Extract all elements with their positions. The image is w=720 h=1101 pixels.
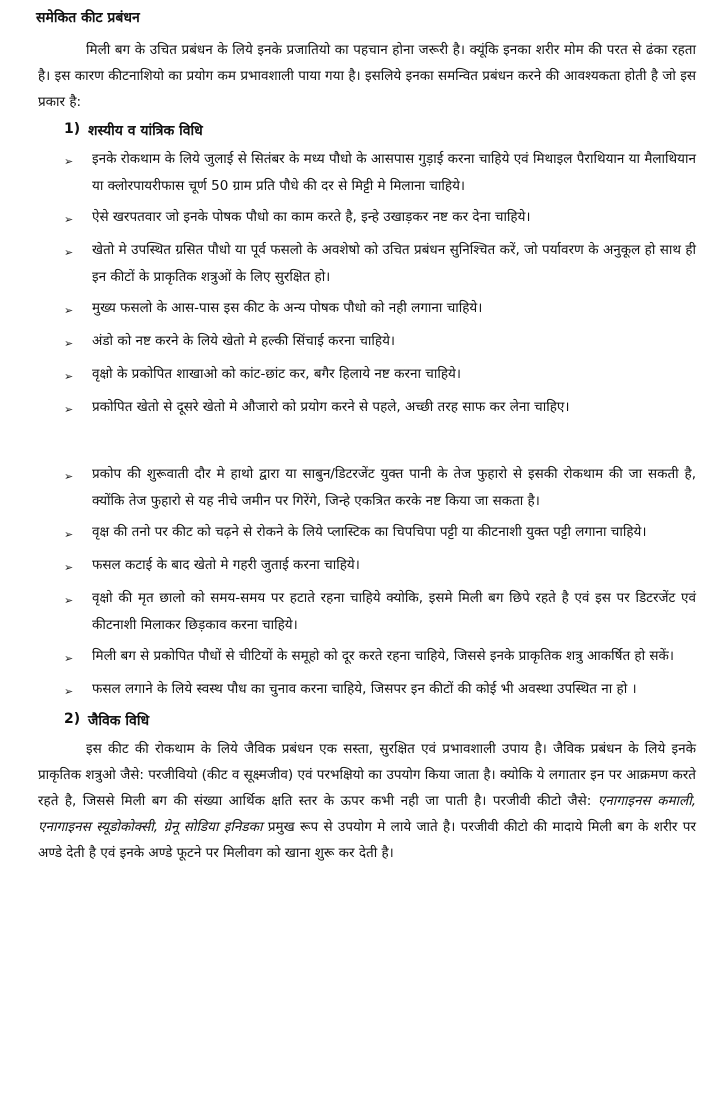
- arrow-bullet-icon: ➢: [64, 528, 74, 541]
- bullet-list-b: [38, 461, 696, 705]
- section-1-number: 1): [64, 121, 81, 137]
- arrow-bullet-icon: ➢: [64, 370, 74, 383]
- list-item: [64, 394, 696, 423]
- list-item: [64, 519, 696, 548]
- arrow-bullet-icon: ➢: [64, 652, 74, 665]
- biological-paragraph: [38, 736, 696, 866]
- arrow-bullet-icon: ➢: [64, 470, 74, 483]
- arrow-bullet-icon: ➢: [64, 561, 74, 574]
- species-names: एनागाइनस कमाली, एनागाइनस स्यूडोकोक्सी, ग्रेनू सोडिया इनिडका: [38, 793, 696, 835]
- list-item-text: वृक्षो की मृत छालो को समय-समय पर हटाते रहना चाहिये क्योकि, इसमे मिली बग छिपे रहते है एवं इस पर डिटरजेंट एवं कीटनाशी मिलाकर छिड़काव करना चाहिये।: [92, 590, 696, 633]
- list-item-text: इनके रोकथाम के लिये जुलाई से सितंबर के मध्य पौधो के आसपास गुड़ाई करना चाहिये एवं मिथाइल पैराथियान या मैलाथियान या क्लोरपायरीफास चूर्ण 50 ग्राम प्रति पौधे की दर से मिट्टी मे मिलाना चाहिये।: [92, 151, 696, 194]
- list-item-text: प्रकोपित खेतो से दूसरे खेतो मे औजारो को प्रयोग करने से पहले, अच्छी तरह साफ कर लेना चाहिए।: [92, 399, 570, 415]
- section-2-number: 2): [64, 711, 81, 727]
- list-item: [64, 237, 696, 291]
- list-item-text: फसल लगाने के लिये स्वस्थ पौध का चुनाव करना चाहिये, जिसपर इन कीटों की कोई भी अवस्था उपस्थित ना हो ।: [92, 681, 637, 697]
- list-item-text: मिली बग से प्रकोपित पौधों से चीटियों के समूहो को दूर करते रहना चाहिये, जिससे इनके प्राकृतिक शत्रु आकर्षित हो सकें।: [92, 648, 675, 664]
- list-item-text: प्रकोप की शुरूवाती दौर मे हाथो द्वारा या साबुन/डिटरजेंट युक्त पानी के तेज फुहारो से इसकी रोकथाम की जा सकती है, क्योंकि तेज फुहारो से यह नीचे जमीन पर गिरेंगे, जिन्हे एकत्रित करके नष्ट किया जा सकता है।: [92, 466, 696, 509]
- section-2-heading: [64, 711, 696, 730]
- arrow-bullet-icon: ➢: [64, 594, 74, 607]
- list-item-text: वृक्षो के प्रकोपित शाखाओ को कांट-छांट कर, बगैर हिलाये नष्ट करना चाहिये।: [92, 366, 461, 382]
- list-item: [64, 295, 696, 324]
- arrow-bullet-icon: ➢: [64, 337, 74, 350]
- blank-gap: [38, 427, 696, 461]
- paragraph-text-start: इस कीट की रोकथाम के लिये जैविक प्रबंधन एक सस्ता, सुरक्षित एवं प्रभावशाली उपाय है। जैविक प्रबंधन के लिये इनके प्राकृतिक शत्रुओ जैसे: परजीवियो (कीट व सूक्ष्मजीव) एवं परभक्षियो का उपयोग किया जाता है। क्योकि ये लगातार इन पर आक्रमण करते रहते है, जिससे मिली बग की संख्या आर्थिक क्षति स्तर के ऊपर कभी नही जा पाती है। परजीवी कीटो जैसे:: [38, 741, 696, 809]
- arrow-bullet-icon: ➢: [64, 304, 74, 317]
- list-item-text: मुख्य फसलो के आस-पास इस कीट के अन्य पोषक पौधो को नही लगाना चाहिये।: [92, 300, 483, 316]
- list-item-text: अंडो को नष्ट करने के लिये खेतो मे हल्की सिंचाई करना चाहिये।: [92, 333, 396, 349]
- intro-paragraph: मिली बग के उचित प्रबंधन के लिये इनके प्रजातियो का पहचान होना जरूरी है। क्यूंकि इनका शरीर मोम की परत से ढंका रहता है। इस कारण कीटनाशियो का प्रयोग कम प्रभावशाली पाया गया है। इसलिये इनका समन्वित प्रबंधन करने की आवश्यकता होती है जो इस प्रकार है:: [38, 42, 696, 110]
- list-item: [64, 643, 696, 672]
- bullet-list-a: [38, 146, 696, 423]
- list-item: [64, 676, 696, 705]
- list-item: [64, 585, 696, 639]
- list-item-text: ऐसे खरपतवार जो इनके पोषक पौधो का काम करते है, इन्हे उखाड़कर नष्ट कर देना चाहिये।: [92, 209, 531, 225]
- section-1-heading: [64, 121, 696, 140]
- arrow-bullet-icon: ➢: [64, 403, 74, 416]
- arrow-bullet-icon: ➢: [64, 246, 74, 259]
- list-item: [64, 361, 696, 390]
- arrow-bullet-icon: ➢: [64, 685, 74, 698]
- section-2-title: जैविक विधि: [88, 713, 150, 729]
- arrow-bullet-icon: ➢: [64, 155, 74, 168]
- section-1-title: शस्यीय व यांत्रिक विधि: [88, 123, 203, 139]
- list-item: [64, 461, 696, 515]
- list-item: [64, 328, 696, 357]
- paragraph-text-end: प्रमुख रूप से उपयोग मे लाये जाते है। परजीवी कीटो की मादाये मिली बग के शरीर पर अण्डे देती है एवं इनके अण्डे फूटने पर मिलीवग को खाना शुरू कर देती है।: [38, 819, 696, 861]
- list-item-text: वृक्ष की तनो पर कीट को चढ़ने से रोकने के लिये प्लास्टिक का चिपचिपा पट्टी या कीटनाशी युक्त पट्टी लगाना चाहिये।: [92, 524, 647, 540]
- list-item-text: फसल कटाई के बाद खेतो मे गहरी जुताई करना चाहिये।: [92, 557, 360, 573]
- page-title: समेकित कीट प्रबंधन: [36, 10, 140, 26]
- list-item: [64, 552, 696, 581]
- arrow-bullet-icon: ➢: [64, 213, 74, 226]
- list-item: [64, 204, 696, 233]
- list-item-text: खेतो मे उपस्थित ग्रसित पौधो या पूर्व फसलो के अवशेषो को उचित प्रबंधन सुनिश्चित करें, जो पर्यावरण के अनुकूल हो साथ ही इन कीटों के प्राकृतिक शत्रुओं के लिए सुरक्षित हो।: [92, 242, 696, 285]
- list-item: [64, 146, 696, 200]
